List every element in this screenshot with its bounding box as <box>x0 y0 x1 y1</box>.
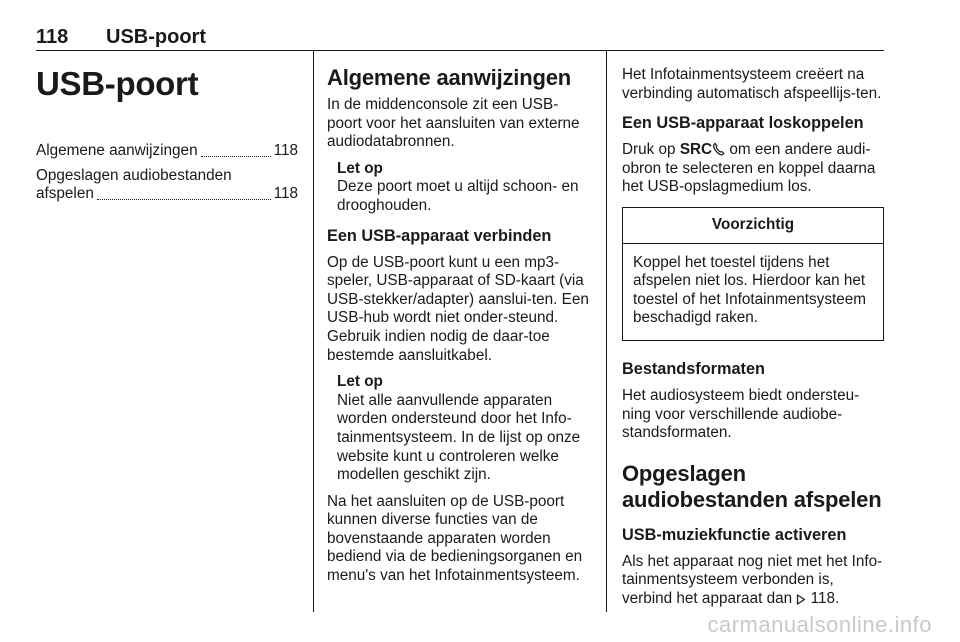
toc-entry-page: 118 <box>273 142 298 159</box>
paragraph-usb-port: In de middenconsole zit een USB-poort voor het aansluiten van externe audiodatabronnen. <box>327 96 580 151</box>
column-divider-2 <box>606 50 607 612</box>
activate-prefix: Als het apparaat nog niet met het Info-tainmentsysteem verbonden is, verbind het apparaat dan <box>622 552 883 607</box>
disconnect-suffix: om een andere audi-obron te selecteren en koppel daarna het USB-opslagmedium los. <box>622 141 876 196</box>
toc-entry-page: 118 <box>273 185 298 203</box>
watermark: carmanualsonline.info <box>707 612 932 637</box>
caution-box <box>622 207 884 341</box>
heading-general-info: Algemene aanwijzingen <box>327 65 571 90</box>
paragraph-disconnect <box>622 141 884 197</box>
table-of-contents <box>36 142 298 204</box>
caution-title: Voorzichtig <box>623 208 883 244</box>
disconnect-prefix: Druk op <box>622 141 680 159</box>
caution-text: Koppel het toestel tijdens het afspelen niet los. Hierdoor kan het toestel of het Infotainmentsysteem beschadigd raken. <box>633 253 866 327</box>
src-button-label: SRC <box>679 141 713 159</box>
cross-reference-icon[interactable] <box>796 594 806 605</box>
note-text: Niet alle aanvullende apparaten worden ondersteund door het Info-tainmentsysteem. In de lijst op onze website kunt u controleren welke modellen geschikt zijn. <box>337 391 581 484</box>
page-number: 118 <box>36 26 69 48</box>
column-disconnect <box>622 56 884 617</box>
toc-leader-dots <box>201 156 271 157</box>
heading-file-formats: Bestandsformaten <box>622 359 765 378</box>
toc-entry-title-line2: afspelen <box>36 185 94 203</box>
toc-entry-general[interactable] <box>36 142 298 161</box>
paragraph-formats: Het audiosysteem biedt ondersteu-ning voor verschillende audiobe-standsformaten. <box>622 386 860 442</box>
heading-play-audio-files: Opgeslagen audiobestanden afspelen <box>622 460 882 512</box>
note-label: Let op <box>337 373 383 391</box>
paragraph-functions: Na het aansluiten op de USB-poort kunnen diverse functies van de bovenstaande apparaten worden bediend via de bedieningsorganen en menu's van het Infotainmentsysteem. <box>327 492 583 585</box>
heading-disconnect-usb: Een USB-apparaat loskoppelen <box>622 114 864 133</box>
paragraph-activate <box>622 553 884 609</box>
header-rule <box>36 50 884 51</box>
toc-entry-title-line1: Opgeslagen audiobestanden <box>36 166 232 184</box>
chapter-title: USB-poort <box>36 65 199 102</box>
phone-icon <box>712 142 725 156</box>
toc-leader-dots <box>97 199 271 200</box>
column-general-info <box>327 56 589 594</box>
column-toc <box>36 56 298 204</box>
paragraph-connect: Op de USB-poort kunt u een mp3-speler, USB-apparaat of SD-kaart (via USB-stekker/adapter) aanslui-ten. Een USB-hub wordt niet onder-steund. Gebruik indien nodig de daar-toe bestemde aansluitkabel. <box>327 253 589 364</box>
toc-entry-title: Algemene aanwijzingen <box>36 142 198 159</box>
cross-reference-page[interactable]: 118 <box>810 589 835 607</box>
heading-connect-usb: Een USB-apparaat verbinden <box>327 226 552 245</box>
paragraph-playlist: Het Infotainmentsysteem creëert na verbinding automatisch afspeellijs-ten. <box>622 66 882 102</box>
toc-entry-play[interactable] <box>36 167 298 204</box>
column-divider-1 <box>313 50 314 612</box>
activate-suffix: . <box>835 589 840 607</box>
running-title: USB-poort <box>106 26 206 48</box>
note-text: Deze poort moet u altijd schoon- en drooghouden. <box>337 178 579 214</box>
note-keep-clean <box>337 160 589 216</box>
heading-activate-usb-music: USB-muziekfunctie activeren <box>622 525 847 544</box>
note-supported-devices <box>337 373 589 485</box>
note-label: Let op <box>337 159 383 177</box>
